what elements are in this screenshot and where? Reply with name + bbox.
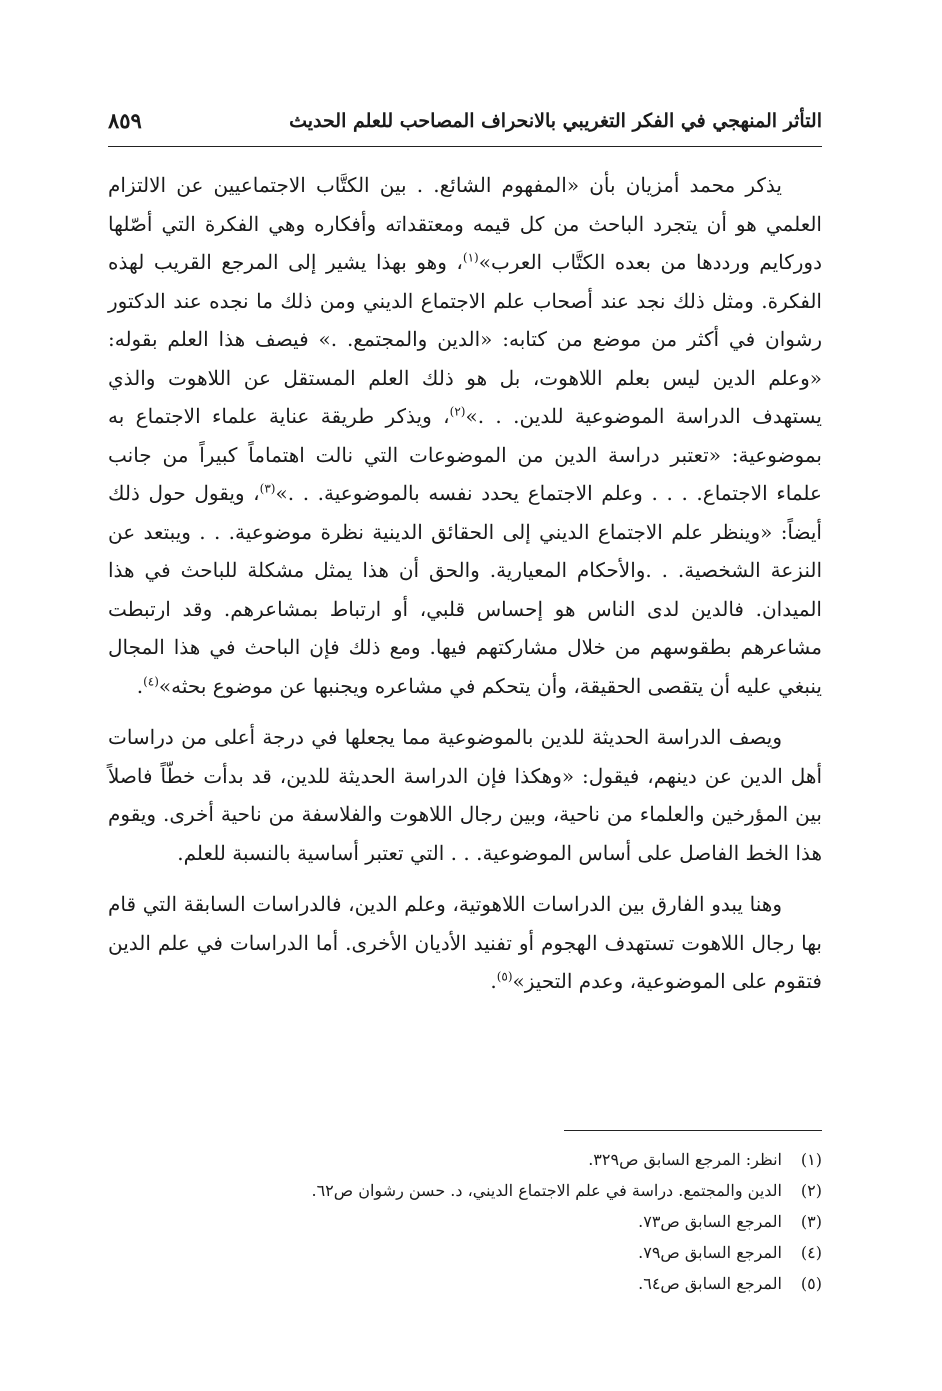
footnote-item bbox=[122, 1237, 822, 1268]
paragraph-1-part-1: يذكر محمد أمزيان بأن «المفهوم الشائع. . بين الكتَّاب الاجتماعيين عن الالتزام العلمي هو أن يتجرد الباحث من كل قيمه ومعتقداته وأفكاره وهي الفكرة التي أصّلها دوركايم ورددها من بعده الكتَّاب العرب» bbox=[108, 173, 823, 274]
footnote-item bbox=[122, 1206, 822, 1237]
footnote-item bbox=[122, 1175, 822, 1206]
paragraph-3-part-1: وهنا يبدو الفارق بين الدراسات اللاهوتية، وعلم الدين، فالدراسات السابقة التي قام بها رجال اللاهوت تستهدف الهجوم أو تفنيد الأديان الأخرى. أما الدراسات في علم الدين فتقوم على الموضوعية، وعدم التحيز» bbox=[108, 892, 822, 993]
paragraph-3-part-2: . bbox=[490, 969, 497, 993]
footnote-text: المرجع السابق ص٧٣. bbox=[638, 1212, 782, 1231]
paragraph-1 bbox=[108, 166, 822, 705]
footnote-item bbox=[122, 1268, 822, 1299]
footnote-text: انظر: المرجع السابق ص٣٢٩. bbox=[588, 1150, 782, 1169]
footnote-number: (١) bbox=[800, 1150, 822, 1169]
paragraph-1-part-2: ، وهو بهذا يشير إلى المرجع القريب لهذه الفكرة. ومثل ذلك نجد عند أصحاب علم الاجتماع الديني ومن ذلك ما نجده عند الدكتور رشوان في أكثر من موضع من كتابه: «الدين والمجتمع. .» فيصف هذا العلم بقوله: «وعلم الدين ليس بعلم اللاهوت، بل هو ذلك العلم المستقل عن اللاهوت والذي يستهدف الدراسة الموضوعية للدين. . .» bbox=[108, 250, 823, 428]
header-rule bbox=[108, 146, 822, 147]
footnote-number: (٤) bbox=[800, 1243, 822, 1262]
paragraph-1-part-3: ، ويذكر طريقة عناية علماء الاجتماع به بموضوعية: «تعتبر دراسة الدين من الموضوعات التي نالت اهتماماً كبيراً من جانب علماء الاجتماع. . . . وعلم الاجتماع يحدد نفسه بالموضوعية. . .» bbox=[108, 404, 822, 505]
footnote-separator bbox=[564, 1130, 822, 1131]
main-text bbox=[108, 166, 822, 1014]
paragraph-1-part-5: . bbox=[136, 673, 144, 698]
footnote-text: الدين والمجتمع. دراسة في علم الاجتماع الديني، د. حسن رشوان ص٦٢. bbox=[311, 1181, 782, 1200]
page-number: ٨٥٩ bbox=[108, 108, 142, 133]
footnote-ref-3: (٣) bbox=[259, 481, 276, 496]
footnote-ref-4: (٤) bbox=[143, 673, 159, 688]
footnotes-list bbox=[122, 1144, 822, 1299]
page-header bbox=[108, 104, 822, 144]
paragraph-3 bbox=[108, 885, 822, 1001]
footnote-item bbox=[122, 1144, 822, 1175]
footnote-number: (٢) bbox=[800, 1181, 822, 1200]
footnote-number: (٣) bbox=[800, 1212, 822, 1231]
footnote-ref-2: (٢) bbox=[449, 404, 466, 419]
footnote-ref-1: (١) bbox=[462, 250, 479, 265]
footnote-ref-5: (٥) bbox=[496, 969, 513, 984]
footnote-number: (٥) bbox=[800, 1274, 822, 1293]
footnote-text: المرجع السابق ص٦٤. bbox=[638, 1274, 782, 1293]
running-title: التأثر المنهجي في الفكر التغريبي بالانحراف المصاحب للعلم الحديث bbox=[289, 110, 822, 132]
footnote-text: المرجع السابق ص٧٩. bbox=[638, 1243, 782, 1262]
paragraph-2: ويصف الدراسة الحديثة للدين بالموضوعية مما يجعلها في درجة أعلى من دراسات أهل الدين عن دينهم، فيقول: «وهكذا فإن الدراسة الحديثة للدين، قد بدأت خطّاً فاصلاً بين المؤرخين والعلماء من ناحية، وبين رجال اللاهوت والفلاسفة من ناحية أخرى. ويقوم هذا الخط الفاصل على أساس الموضوعية. . . التي تعتبر أساسية بالنسبة للعلم. bbox=[108, 725, 822, 865]
paragraph-1-part-4: ، ويقول حول ذلك أيضاً: «وينظر علم الاجتماع الديني إلى الحقائق الدينية نظرة موضوعية. . . ويبتعد عن النزعة الشخصية. . .والأحكام المعيارية. والحق أن هذا يمثل مشكلة للباحث في هذا الميدان. فالدين لدى الناس هو إحساس قلبي، أو ارتباط بمشاعرهم. وقد ارتبطت مشاعرهم بطقوسهم من خلال مشاركتهم فيها. ومع ذلك فإن الباحث في هذا المجال ينبغي عليه أن يتقصى الحقيقة، وأن يتحكم في مشاعره ويجنبها عن موضوع بحثه» bbox=[108, 481, 822, 698]
